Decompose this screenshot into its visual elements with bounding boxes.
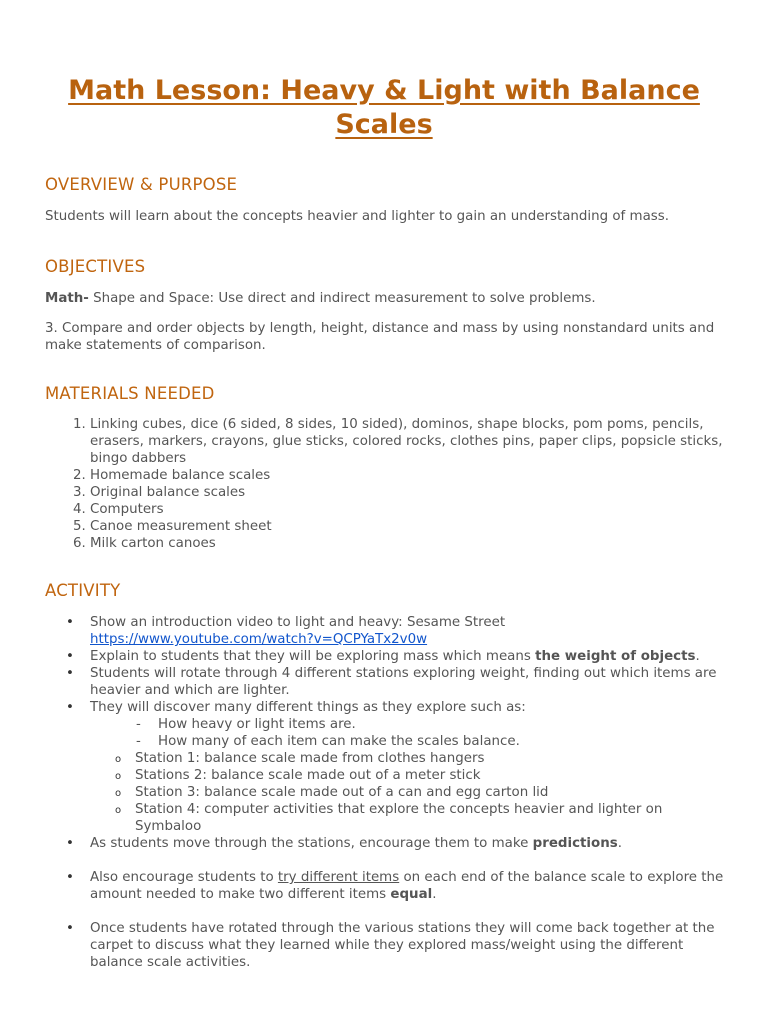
math-text: Shape and Space: Use direct and indirect measurement to solve problems.: [88, 291, 596, 306]
list-item: [90, 648, 725, 665]
list-item: 2. Homemade balance scales: [90, 467, 725, 484]
b5-text: As students move through the stations, encourage them to make: [90, 836, 533, 851]
materials-heading: MATERIALS NEEDED: [45, 384, 215, 403]
list-item: o Station 4: computer activities that explore the concepts heavier and lighter on Symbaloo: [135, 801, 725, 835]
b6-underline: try different items: [277, 870, 400, 885]
overview-text: Students will learn about the concepts heavier and lighter to gain an understanding of mass.: [45, 209, 669, 224]
b2-post: .: [695, 649, 700, 664]
math-label: Math-: [45, 291, 89, 306]
list-item: [90, 869, 725, 903]
objectives-math: [45, 290, 725, 307]
list-item: [90, 614, 725, 648]
list-item: o Station 1: balance scale made from clothes hangers: [135, 750, 725, 767]
b6-bold: equal: [390, 887, 433, 902]
list-item: o Station 3: balance scale made out of a can and egg carton lid: [135, 784, 725, 801]
youtube-link[interactable]: https://www.youtube.com/watch?v=QCPYaTx2v0w: [90, 632, 428, 647]
b2-bold: the weight of objects: [535, 649, 696, 664]
list-item: - How heavy or light items are.: [158, 716, 725, 733]
b5-post: .: [617, 836, 622, 851]
objectives-item-3: 3. Compare and order objects by length, height, distance and mass by using nonstandard units and make statements of comparison.: [45, 321, 715, 353]
objectives-heading: OBJECTIVES: [45, 257, 146, 276]
list-item: 6. Milk carton canoes: [90, 535, 725, 552]
list-item: • Students will rotate through 4 different stations exploring weight, finding out which items are heavier and which are lighter.: [90, 665, 725, 699]
b2-text: Explain to students that they will be exploring mass which means: [90, 649, 536, 664]
overview-heading: OVERVIEW & PURPOSE: [45, 175, 238, 194]
b5-bold: predictions: [532, 836, 618, 851]
list-item: - How many of each item can make the scales balance.: [158, 733, 725, 750]
b6-text: Also encourage students to: [90, 870, 278, 885]
list-item: o Stations 2: balance scale made out of a meter stick: [135, 767, 725, 784]
page-title: Math Lesson: Heavy & Light with Balance Scales: [68, 75, 700, 140]
b6-mid: on each end of the balance scale to explore the amount needed to make two different items: [90, 870, 724, 902]
dash-list: [90, 716, 725, 750]
list-item: 4. Computers: [90, 501, 725, 518]
b6-post: .: [432, 887, 437, 902]
list-item: 1. Linking cubes, dice (6 sided, 8 sides, 10 sided), dominos, shape blocks, pom poms, pencils, erasers, markers, crayons, glue sticks, colored rocks, clothes pins, paper clips, popsicle sticks, bingo dabbers: [90, 416, 725, 467]
list-item: 3. Original balance scales: [90, 484, 725, 501]
list-item: [90, 835, 725, 852]
stations-list: [90, 750, 725, 835]
activity-list: [45, 614, 725, 971]
list-item: 5. Canoe measurement sheet: [90, 518, 725, 535]
materials-list: [45, 416, 725, 552]
b4-text: They will discover many different things as they explore such as:: [90, 700, 526, 715]
activity-heading: ACTIVITY: [45, 581, 121, 600]
list-item: [90, 699, 725, 835]
intro-video-text: Show an introduction video to light and heavy: Sesame Street: [90, 615, 506, 630]
list-item: • Once students have rotated through the various stations they will come back together at the carpet to discuss what they learned while they explored mass/weight using the different balance scale activities.: [90, 920, 725, 971]
